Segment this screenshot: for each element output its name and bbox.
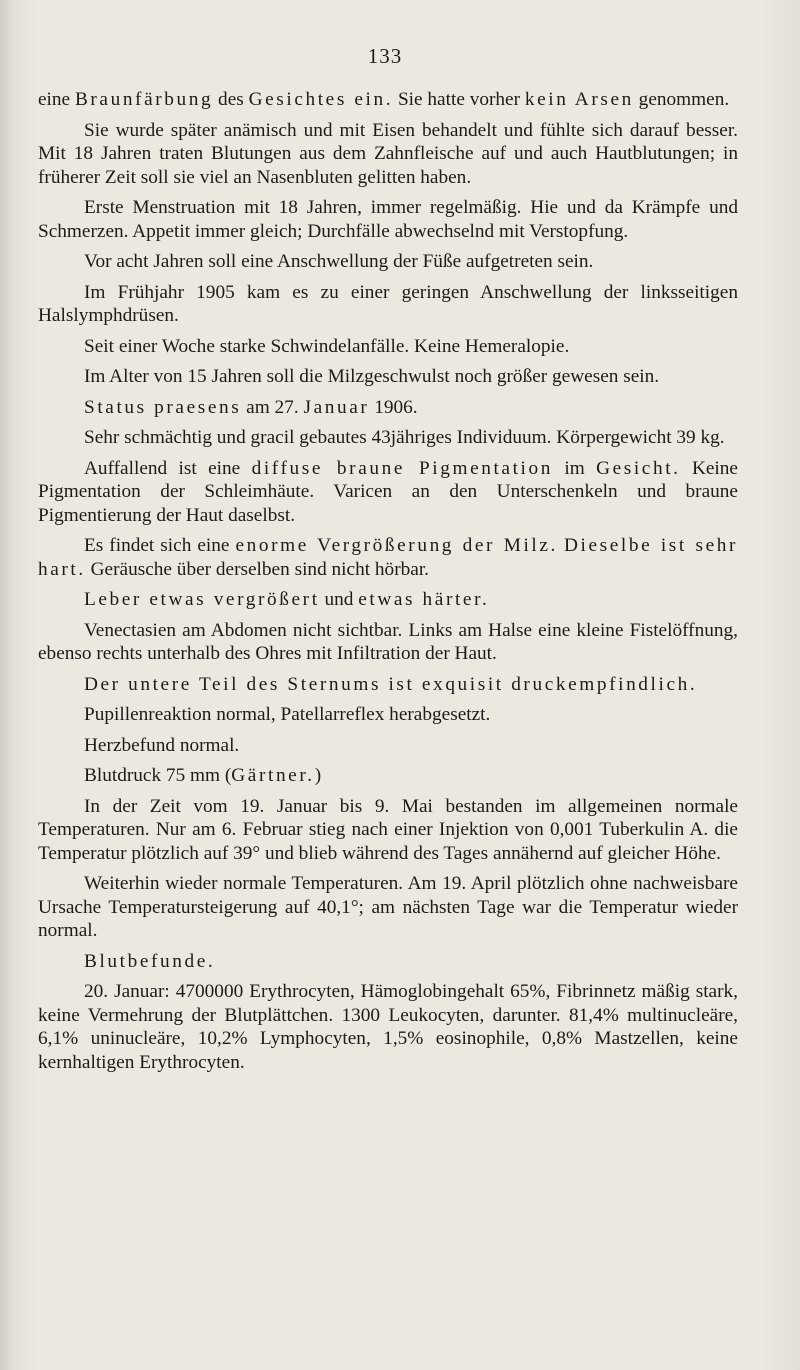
paragraph-p20	[38, 980, 738, 1074]
paragraph-p9	[38, 457, 738, 528]
text-run: Geräusche über derselben sind nicht hörbar.	[85, 558, 429, 580]
paragraph-p15	[38, 734, 738, 758]
text-run: Venectasien am Abdomen nicht sichtbar. Links am Halse eine kleine Fistelöffnung, ebenso rechts unterhalb des Ohres mit Infiltration der Haut.	[38, 619, 738, 664]
paragraph-p4	[38, 281, 738, 328]
text-run: Vor acht Jahren soll eine Anschwellung der Füße aufgetreten sein.	[84, 251, 594, 272]
paragraph-p3	[38, 250, 738, 274]
text-run: eine	[38, 89, 75, 110]
text-run: Sie wurde später anämisch und mit Eisen behandelt und fühlte sich darauf besser. Mit 18 Jahren traten Blutungen aus dem Zahnfleische auf und auch Hautblutungen; in früherer Zeit soll sie viel an Nasenbluten gelitten haben.	[38, 119, 738, 188]
paragraph-p1	[38, 119, 738, 190]
text-run: Auffallend ist eine	[84, 457, 252, 479]
paragraph-p5	[38, 335, 738, 359]
paragraph-p11	[38, 588, 738, 612]
paragraph-p17	[38, 795, 738, 866]
emphasized-text: Blutbefunde.	[84, 950, 216, 972]
text-run: Pupillenreaktion normal, Patellarreflex herabgesetzt.	[84, 704, 491, 725]
text-run: Es findet sich eine	[84, 535, 236, 556]
text-run: im	[552, 457, 597, 479]
paragraph-p12	[38, 619, 738, 666]
page-number: 133	[367, 44, 403, 68]
emphasized-text: Dieselbe ist sehr hart.	[38, 535, 738, 580]
paragraph-p16	[38, 764, 738, 788]
text-run: Blutdruck 75 mm (	[84, 765, 232, 786]
emphasized-text: Leber etwas vergrößert	[84, 589, 320, 610]
paragraph-p8	[38, 426, 738, 450]
paragraph-p14	[38, 703, 738, 727]
text-run: und	[319, 589, 359, 610]
text-run: Im Frühjahr 1905 kam es zu einer geringen Anschwellung der linksseitigen Halslymphdrüsen.	[38, 281, 738, 326]
emphasized-text: etwas härter.	[358, 589, 490, 610]
emphasized-text: Gesichtes ein.	[248, 89, 394, 110]
emphasized-text: diffuse braune Pigmentation	[251, 457, 553, 479]
text-run: Seit einer Woche starke Schwindelanfälle. Keine Hemeralopie.	[84, 335, 570, 357]
text-run: des	[213, 89, 249, 110]
page-text-body	[38, 88, 738, 1081]
emphasized-text: kein Arsen	[524, 89, 634, 110]
paragraph-p10	[38, 534, 738, 581]
text-run: Sehr schmächtig und gracil gebautes 43jähriges Individuum. Körpergewicht 39 kg.	[84, 427, 725, 448]
text-run: In der Zeit vom 19. Januar bis 9. Mai bestanden im allgemeinen normale Temperaturen. Nur am 6. Februar stieg nach einer Injektion von 0,001 Tuberkulin A. die Temperatur plötzlich auf 39° und blieb während des Tages annähernd auf gleicher Höhe.	[38, 795, 738, 864]
emphasized-text: Gesicht.	[596, 457, 681, 479]
text-run: Weiterhin wieder normale Temperaturen. Am 19. April plötzlich ohne nachweisbare Ursache Temperatursteigerung auf 40,1°; am nächsten Tage war die Temperatur wieder normal.	[38, 873, 738, 941]
emphasized-text: Status praesens	[84, 396, 242, 418]
text-run: Sie hatte vorher	[393, 89, 525, 110]
paragraph-p13	[38, 673, 738, 697]
emphasized-text: Gärtner.	[231, 765, 315, 786]
paragraph-p7	[38, 396, 738, 420]
paragraph-p2	[38, 196, 738, 243]
paragraph-p18	[38, 872, 738, 943]
text-run: Keine Pigmentation der Schleimhäute. Varicen an den Unterschenkeln und braune Pigmentierung der Haut daselbst.	[38, 457, 738, 526]
emphasized-text: enorme Vergrößerung der Milz.	[235, 535, 558, 556]
text-run: 1906.	[369, 396, 418, 418]
paragraph-p19	[38, 950, 738, 974]
emphasized-text: Januar	[303, 396, 370, 418]
text-run: )	[314, 765, 322, 786]
paragraph-p6	[38, 365, 738, 389]
emphasized-text: Braunfärbung	[74, 89, 214, 110]
paragraph-p0	[38, 88, 738, 112]
text-run: genommen.	[633, 89, 730, 110]
text-run: Erste Menstruation mit 18 Jahren, immer regelmäßig. Hie und da Krämpfe und Schmerzen. Appetit immer gleich; Durchfälle abwechselnd mit Verstopfung.	[38, 197, 738, 242]
text-run: am 27.	[241, 396, 304, 418]
emphasized-text: Der untere Teil des Sternums ist exquisit druckempfindlich.	[84, 673, 698, 695]
text-run: 20. Januar: 4700000 Erythrocyten, Hämoglobingehalt 65%, Fibrinnetz mäßig stark, keine Vermehrung der Blutplättchen. 1300 Leukocyten, darunter. 81,4% multinucleäre, 6,1% uninucleäre, 10,2% Lymphocyten, 1,5% eosinophile, 0,8% Mastzellen, keine kernhaltigen Erythrocyten.	[38, 981, 738, 1073]
text-run: Im Alter von 15 Jahren soll die Milzgeschwulst noch größer gewesen sein.	[84, 366, 660, 387]
text-run: Herzbefund normal.	[84, 734, 240, 756]
